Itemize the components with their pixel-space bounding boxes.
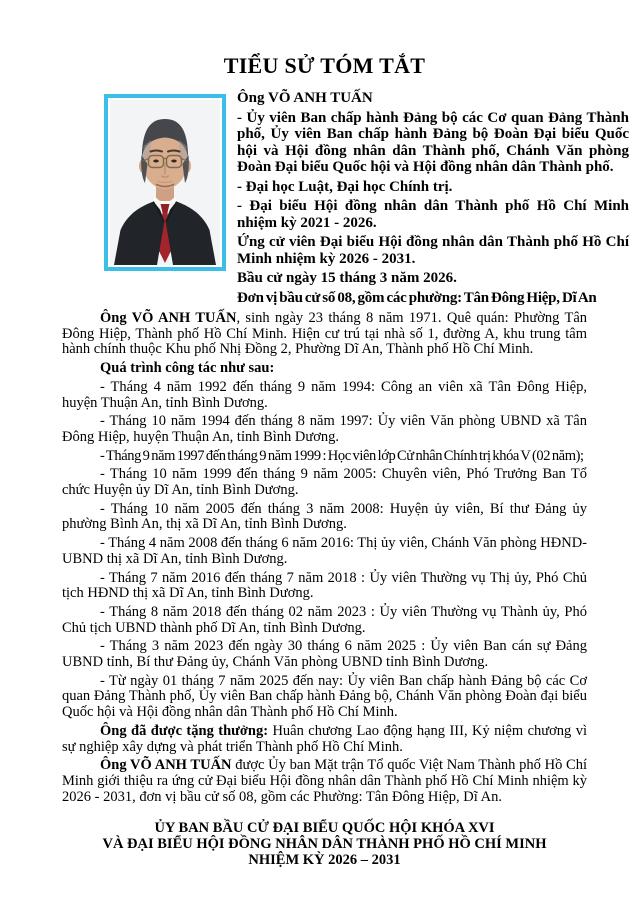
career-item: - Tháng 3 năm 2023 đến ngày 30 tháng 6 năm 2025 : Ủy viên Ban cán sự Đảng UBND tỉnh, Bí thư Đảng ủy, Chánh Văn phòng UBND tỉnh Bình Dương. xyxy=(62,638,587,671)
career-item: - Tháng 4 năm 2008 đến tháng 6 năm 2016: Thị ủy viên, Chánh Văn phòng HĐND-UBND thị xã Dĩ An, tỉnh Bình Dương. xyxy=(62,535,587,567)
candidate-portrait-icon xyxy=(110,100,220,265)
nomination-lead-name: Ông VÕ ANH TUẤN xyxy=(100,757,232,774)
career-item: - Tháng 7 năm 2016 đến tháng 7 năm 2018 : Ủy viên Thường vụ Thị ủy, Phó Chủ tịch HĐND thị xã Dĩ An, tỉnh Bình Dương. xyxy=(62,569,587,602)
career-item: - Tháng 10 năm 1994 đến tháng 8 năm 1997: Ủy viên Văn phòng UBND xã Tân Đông Hiệp, huyện Thuận An, tỉnh Bình Dương. xyxy=(62,413,587,445)
election-unit-line: Đơn vị bầu cử số 08, gồm các phường: Tân Đông Hiệp, Dĩ An xyxy=(237,289,597,306)
bio-paragraph xyxy=(62,311,587,358)
bio-lead-name: Ông VÕ ANH TUẤN xyxy=(100,310,237,326)
candidate-photo xyxy=(104,94,226,271)
awards-paragraph xyxy=(62,724,587,755)
nomination-paragraph xyxy=(62,758,587,805)
career-item: - Tháng 10 năm 2005 đến tháng 3 năm 2008: Huyện ủy viên, Bí thư Đảng ủy phường Bình An, thị xã Dĩ An, tỉnh Bình Dương. xyxy=(62,500,587,533)
footer-line: NHIỆM KỲ 2026 – 2031 xyxy=(248,851,401,868)
profile-summary-item: - Ủy viên Ban chấp hành Đảng bộ các Cơ quan Đảng Thành phố, Ủy viên Ban chấp hành Đảng bộ Đoàn Đại biểu Quốc hội và Hội đồng nhân dân Thành phố, Chánh Văn phòng Đoàn Đại biểu Quốc hội và Hội đồng nhân dân Thành phố. xyxy=(237,109,629,175)
biography-section xyxy=(62,311,587,805)
career-item: - Tháng 9 năm 1997 đến tháng 9 năm 1999 : Học viên lớp Cử nhân Chính trị khóa V (02 năm); xyxy=(100,447,584,464)
awards-lead: Ông đã được tặng thưởng: xyxy=(100,722,269,739)
awards-text: Huân chương Lao động hạng III, Kỷ niệm chương vì sự nghiệp xây dựng và phát triển Thành phố Hồ Chí Minh. xyxy=(62,722,588,755)
footer-line: ỦY BAN BẦU CỬ ĐẠI BIỂU QUỐC HỘI KHÓA XVI xyxy=(154,820,495,837)
page-title: TIỂU SỬ TÓM TẮT xyxy=(223,53,426,78)
election-date-line: Bầu cử ngày 15 tháng 3 năm 2026. xyxy=(237,270,457,286)
career-item: - Tháng 4 năm 1992 đến tháng 9 năm 1994: Công an viên xã Tân Đông Hiệp, huyện Thuận An, tỉnh Bình Dương. xyxy=(62,378,587,411)
nomination-text: được Ủy ban Mặt trận Tổ quốc Việt Nam Thành phố Hồ Chí Minh giới thiệu ra ứng cử Đại biểu Hội đồng nhân dân Thành phố Hồ Chí Minh nhiệm kỳ 2026 - 2031, đơn vị bầu cử số 08, gồm các Phường: Tân Đông Hiệp, Dĩ An. xyxy=(62,757,587,805)
profile-summary-item: - Đại biểu Hội đồng nhân dân Thành phố Hồ Chí Minh nhiệm kỳ 2021 - 2026. xyxy=(237,198,629,231)
profile-summary-item: Ứng cử viên Đại biểu Hội đồng nhân dân Thành phố Hồ Chí Minh nhiệm kỳ 2026 - 2031. xyxy=(237,234,629,267)
profile-summary-item: - Đại học Luật, Đại học Chính trị. xyxy=(237,178,453,195)
footer-line: VÀ ĐẠI BIỂU HỘI ĐỒNG NHÂN DÂN THÀNH PHỐ HỒ CHÍ MINH xyxy=(102,835,547,852)
profile-header-section xyxy=(62,90,629,306)
bio-text: , sinh ngày 23 tháng 8 năm 1971. Quê quán: Phường Tân Đông Hiệp, Thành phố Hồ Chí Minh. Hiện cư trú tại nhà số 1, đường A, khu trung tâm hành chính thuộc Khu phố Nhị Đồng 2, Phường Dĩ An, Thành phố Hồ Chí Minh. xyxy=(62,310,588,358)
career-heading: Quá trình công tác như sau: xyxy=(100,360,275,377)
profile-summary-column xyxy=(237,90,629,306)
election-committee-footer xyxy=(62,821,587,868)
career-item: - Tháng 8 năm 2018 đến tháng 02 năm 2023 : Ủy viên Thường vụ Thành ủy, Phó Chủ tịch UBND thành phố Dĩ An, tỉnh Bình Dương. xyxy=(62,603,587,636)
candidate-name: Ông VÕ ANH TUẤN xyxy=(237,90,373,106)
career-item: - Tháng 10 năm 1999 đến tháng 9 năm 2005: Chuyên viên, Phó Trưởng Ban Tổ chức Huyện ủy Dĩ An, tỉnh Bình Dương. xyxy=(62,466,587,499)
career-item: - Từ ngày 01 tháng 7 năm 2025 đến nay: Ủy viên Ban chấp hành Đảng bộ các Cơ quan Đảng Thành phố, Ủy viên Ban chấp hành Đảng bộ, Chánh Văn phòng Đoàn đại biểu Quốc hội và Hội đồng nhân dân Thành phố Hồ Chí Minh. xyxy=(62,672,587,721)
